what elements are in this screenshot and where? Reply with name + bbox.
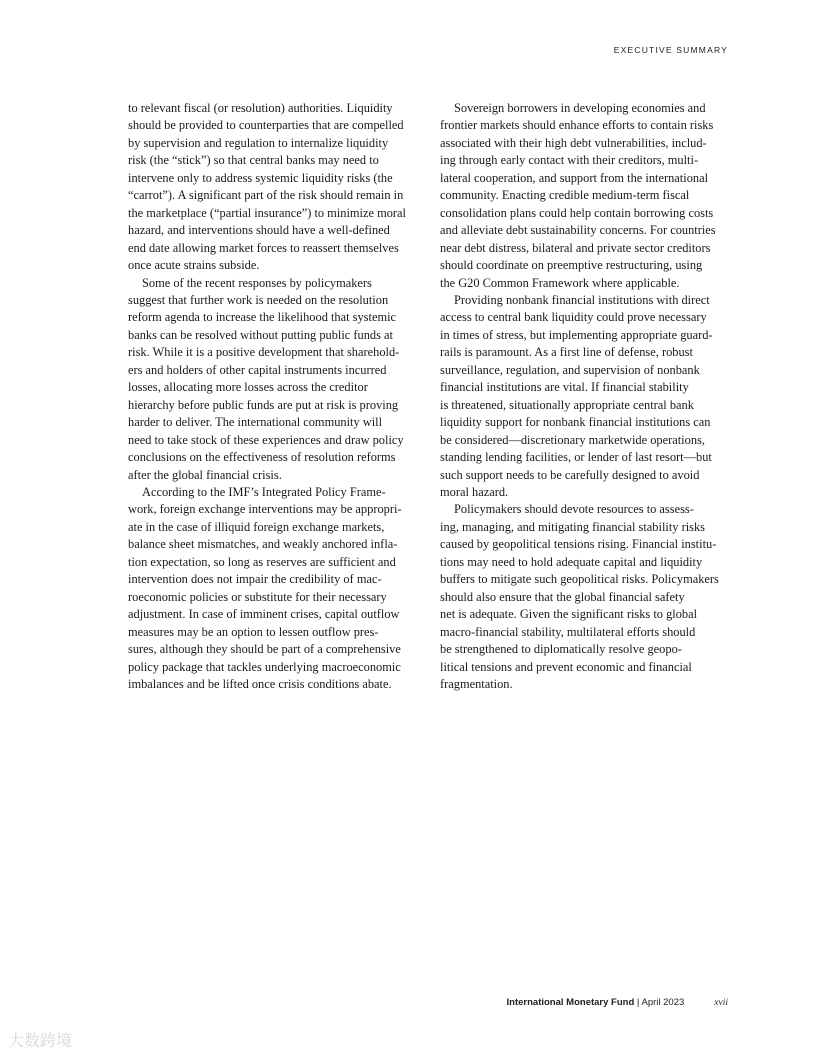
text-line: According to the IMF’s Integrated Policy Frame- [142, 484, 386, 499]
right-column [440, 100, 730, 693]
text-line: moral hazard. [440, 484, 509, 499]
text-line: access to central bank liquidity could prove necessary [440, 310, 707, 325]
text-line: caused by geopolitical tensions rising. Financial institu- [440, 537, 717, 552]
text-line: policy package that tackles underlying macroeconomic [128, 659, 401, 674]
text-line: Sovereign borrowers in developing economies and [454, 101, 706, 115]
text-line: frontier markets should enhance efforts to contain risks [440, 118, 714, 133]
text-line: end date allowing market forces to reassert themselves [128, 240, 399, 255]
left-column [128, 100, 418, 693]
text-line: litical tensions and prevent economic and financial [440, 659, 692, 674]
text-line: work, foreign exchange interventions may be appropri- [128, 502, 402, 517]
text-line: ing through early contact with their creditors, multi- [440, 153, 699, 168]
text-line: net is adequate. Given the significant risks to global [440, 607, 698, 622]
text-line: financial institutions are vital. If financial stability [440, 380, 689, 395]
text-line: lateral cooperation, and support from the international [440, 170, 709, 185]
text-line: rails is paramount. As a first line of defense, robust [440, 345, 693, 360]
text-line: conclusions on the effectiveness of resolution reforms [128, 450, 396, 465]
text-line: the G20 Common Framework where applicable. [440, 275, 680, 290]
text-line: tions may need to hold adequate capital and liquidity [440, 554, 703, 569]
text-line: intervention does not impair the credibility of mac- [128, 572, 382, 587]
text-line: by supervision and regulation to internalize liquidity [128, 135, 389, 150]
text-line: community. Enacting credible medium-term fiscal [440, 188, 690, 203]
text-line: and alleviate debt sustainability concerns. For countries [440, 223, 716, 238]
text-line: harder to deliver. The international community will [128, 415, 383, 430]
text-line: fragmentation. [440, 676, 513, 691]
text-line: surveillance, regulation, and supervision of nonbank [440, 362, 700, 377]
text-line: hazard, and interventions should have a well-defined [128, 223, 390, 238]
text-line: balance sheet mismatches, and weakly anchored infla- [128, 537, 398, 552]
text-line: associated with their high debt vulnerabilities, includ- [440, 135, 707, 150]
text-line: imbalances and be lifted once crisis conditions abate. [128, 676, 392, 691]
text-line: to relevant fiscal (or resolution) authorities. Liquidity [128, 101, 393, 115]
text-line: such support needs to be carefully designed to avoid [440, 467, 700, 482]
page-footer [507, 997, 728, 1008]
text-line: ers and holders of other capital instruments incurred [128, 362, 387, 377]
footer-organization: International Monetary Fund [506, 997, 635, 1008]
text-line: ate in the case of illiquid foreign exchange markets, [128, 519, 385, 534]
text-line: tion expectation, so long as reserves are sufficient and [128, 554, 396, 569]
watermark-text: 大数跨境 [8, 1031, 73, 1050]
text-line: after the global financial crisis. [128, 467, 282, 482]
text-line: should be provided to counterparties that are compelled [128, 118, 404, 133]
text-line: roeconomic policies or substitute for their necessary [128, 589, 387, 604]
text-line: macro-financial stability, multilateral efforts should [440, 624, 696, 639]
footer-date: April 2023 [641, 997, 685, 1008]
text-line: adjustment. In case of imminent crises, capital outflow [128, 607, 400, 622]
text-line: be strengthened to diplomatically resolve geopo- [440, 642, 682, 657]
text-line: ing, managing, and mitigating financial stability risks [440, 519, 705, 534]
text-line: measures may be an option to lessen outflow pres- [128, 624, 379, 639]
text-line: standing lending facilities, or lender of last resort—but [440, 450, 712, 465]
text-line: banks can be resolved without putting public funds at [128, 327, 393, 342]
text-line: intervene only to address systemic liquidity risks (the [128, 170, 393, 185]
text-line: should also ensure that the global financial safety [440, 589, 685, 604]
text-line: Some of the recent responses by policymakers [142, 275, 372, 290]
text-line: Providing nonbank financial institutions with direct [454, 292, 710, 307]
text-line: liquidity support for nonbank financial institutions can [440, 415, 711, 430]
text-line: is threatened, situationally appropriate central bank [440, 397, 694, 412]
text-line: losses, allocating more losses across the creditor [128, 380, 368, 395]
page-number: xvii [714, 998, 728, 1008]
text-line: sures, although they should be part of a comprehensive [128, 642, 401, 657]
running-head: EXECUTIVE SUMMARY [613, 45, 728, 55]
text-line: be considered—discretionary marketwide operations, [440, 432, 705, 447]
text-line: near debt distress, bilateral and private sector creditors [440, 240, 711, 255]
text-line: Policymakers should devote resources to assess- [454, 502, 694, 517]
text-line: should coordinate on preemptive restructuring, using [440, 258, 703, 273]
text-line: risk (the “stick”) so that central banks may need to [128, 153, 379, 168]
text-line: once acute strains subside. [128, 258, 260, 273]
text-line: the marketplace (“partial insurance”) to minimize moral [128, 205, 406, 220]
text-line: consolidation plans could help contain borrowing costs [440, 205, 714, 220]
text-line: risk. While it is a positive development that sharehold- [128, 345, 400, 360]
text-line: hierarchy before public funds are put at risk is proving [128, 397, 399, 412]
footer-separator: | [634, 997, 642, 1008]
text-line: in times of stress, but implementing appropriate guard- [440, 327, 713, 342]
text-line: “carrot”). A significant part of the risk should remain in [128, 188, 404, 203]
text-line: suggest that further work is needed on the resolution [128, 292, 389, 307]
watermark [8, 1028, 72, 1051]
text-line: need to take stock of these experiences and draw policy [128, 432, 404, 447]
text-line: reform agenda to increase the likelihood that systemic [128, 310, 397, 325]
text-line: buffers to mitigate such geopolitical risks. Policymakers [440, 572, 719, 587]
